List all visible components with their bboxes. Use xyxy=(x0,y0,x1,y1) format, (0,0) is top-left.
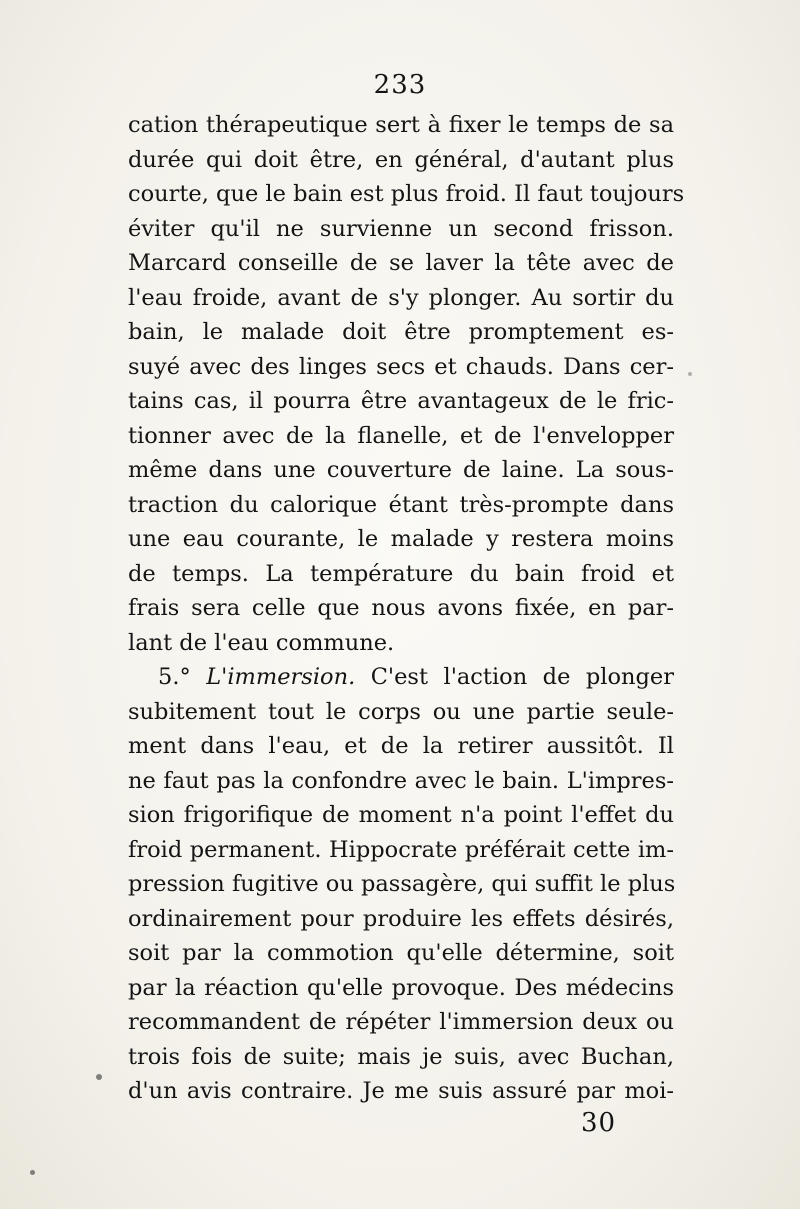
text-line: frais sera celle que nous avons fixée, en par- xyxy=(128,595,674,621)
text-line: bain, le malade doit être promptement es- xyxy=(128,319,674,345)
text-line: froid permanent. Hippocrate préférait cette im- xyxy=(128,836,674,863)
ink-speck xyxy=(30,1170,35,1175)
signature-mark: 30 xyxy=(581,1108,617,1138)
text-line: cation thérapeutique sert à fixer le temps de sa xyxy=(128,112,674,138)
text-line: par la réaction qu'elle provoque. Des médecins xyxy=(128,974,674,1001)
ink-speck xyxy=(96,1074,102,1080)
text-line: traction du calorique étant très-prompte dans xyxy=(128,491,674,518)
text-line: courte, que le bain est plus froid. Il faut toujours xyxy=(128,181,685,207)
text-line: suyé avec des linges secs et chauds. Dans cer- xyxy=(128,353,674,380)
paragraph-term: L'immersion. xyxy=(206,664,356,690)
text-line: ment dans l'eau, et de la retirer aussitôt. Il xyxy=(128,733,674,759)
text-line: d'un avis contraire. Je me suis assuré par moi- xyxy=(128,1078,674,1104)
text-line: durée qui doit être, en général, d'autant plus xyxy=(128,146,674,173)
page-number: 233 xyxy=(373,70,427,100)
text-line: tionner avec de la flanelle, et de l'envelopper xyxy=(128,422,674,449)
text-line: trois fois de suite; mais je suis, avec Buchan, xyxy=(128,1043,674,1070)
text-line: même dans une couverture de laine. La sous- xyxy=(128,457,674,483)
paragraph-number: 5.° xyxy=(158,664,191,690)
text-line: lant de l'eau commune. xyxy=(128,629,395,656)
ink-speck xyxy=(688,372,692,376)
text-line: sion frigorifique de moment n'a point l'effet du xyxy=(128,802,674,828)
text-line: une eau courante, le malade y restera moins xyxy=(128,526,674,552)
text-line: l'eau froide, avant de s'y plonger. Au sortir du xyxy=(128,284,674,311)
body-text xyxy=(128,108,685,1109)
text-line: de temps. La température du bain froid et xyxy=(128,560,674,587)
text-line: soit par la commotion qu'elle détermine, soit xyxy=(128,940,674,966)
text-line: ne faut pas la confondre avec le bain. L'impres- xyxy=(128,767,674,794)
text-line: tains cas, il pourra être avantageux de le fric- xyxy=(128,388,674,414)
text-line: pression fugitive ou passagère, qui suffit le plus xyxy=(128,871,676,897)
text-line: éviter qu'il ne survienne un second frisson. xyxy=(128,215,674,242)
text-line: Marcard conseille de se laver la tête avec de xyxy=(128,250,674,276)
text-line: C'est l'action de plonger xyxy=(370,664,675,690)
text-line: recommandent de répéter l'immersion deux ou xyxy=(128,1009,674,1035)
text-line: subitement tout le corps ou une partie seule- xyxy=(128,698,674,725)
paragraph-heading-line xyxy=(128,660,674,695)
text-line: ordinairement pour produire les effets désirés, xyxy=(128,905,674,932)
